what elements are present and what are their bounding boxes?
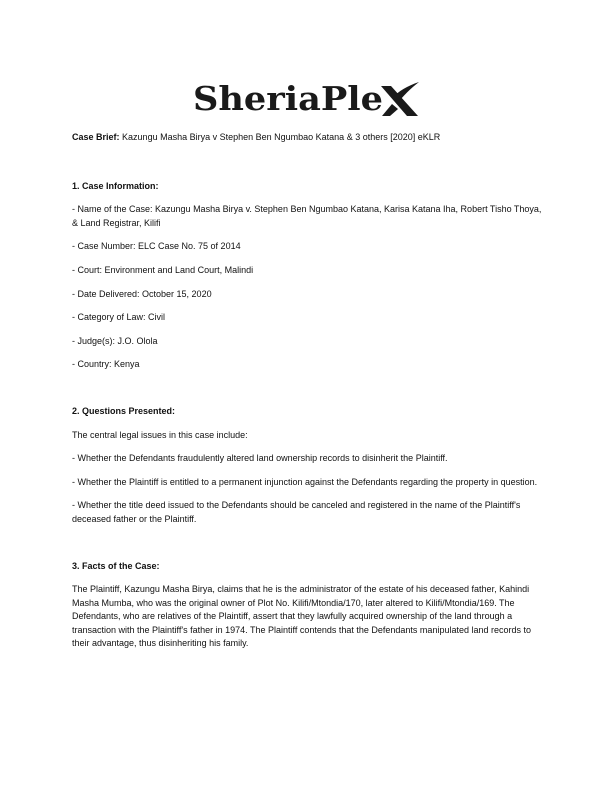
- facts-paragraph: The Plaintiff, Kazungu Masha Birya, claims that he is the administrator of the estate of his deceased father, Kahindi Masha Mumba, who was the original owner of Plot No. Kilifi/Mtondia/170, later altered to Kilifi/Mtondia/169. The Defendants, who are relatives of the Plaintiff, assert that they lawfully acquired ownership of the land through a transaction with the Plaintiff's father in 1974. The Plaintiff contends that the Defendants manipulated land records to their advantage, thus disinheriting his family.: [72, 584, 532, 649]
- sheriaplex-logo: [193, 78, 419, 118]
- case-info-item: - Court: Environment and Land Court, Malindi: [72, 264, 254, 275]
- case-brief-title: Kazungu Masha Birya v Stephen Ben Ngumbao Katana & 3 others [2020] eKLR: [122, 132, 441, 142]
- logo-graphic: [193, 78, 419, 118]
- question-item: - Whether the title deed issued to the Defendants should be canceled and registered in the name of the Plaintiff's deceased father or the Plaintiff.: [72, 500, 521, 524]
- case-brief-line: [72, 131, 542, 145]
- question-item: - Whether the Defendants fraudulently altered land ownership records to disinherit the Plaintiff.: [72, 453, 448, 464]
- question-item: - Whether the Plaintiff is entitled to a permanent injunction against the Defendants regarding the property in question.: [72, 476, 538, 487]
- case-info-item: - Name of the Case: Kazungu Masha Birya v. Stephen Ben Ngumbao Katana, Karisa Katana Iha, Robert Tisho Thoya, & Land Registrar, Kilifi: [72, 204, 542, 228]
- document-body: [72, 131, 542, 651]
- logo-text: SheriaPle: [193, 79, 383, 118]
- section-heading-facts: 3. Facts of the Case:: [72, 560, 160, 571]
- case-info-item: - Category of Law: Civil: [72, 312, 166, 323]
- case-info-item: - Case Number: ELC Case No. 75 of 2014: [72, 241, 241, 252]
- case-info-item: - Judge(s): J.O. Olola: [72, 335, 158, 346]
- questions-intro: The central legal issues in this case include:: [72, 429, 248, 440]
- section-heading-questions-presented: 2. Questions Presented:: [72, 405, 176, 416]
- logo-x-mark: [381, 82, 419, 116]
- section-heading-case-information: 1. Case Information:: [72, 180, 159, 191]
- case-info-item: - Date Delivered: October 15, 2020: [72, 288, 212, 299]
- case-info-item: - Country: Kenya: [72, 359, 140, 370]
- case-brief-label: Case Brief:: [72, 132, 120, 142]
